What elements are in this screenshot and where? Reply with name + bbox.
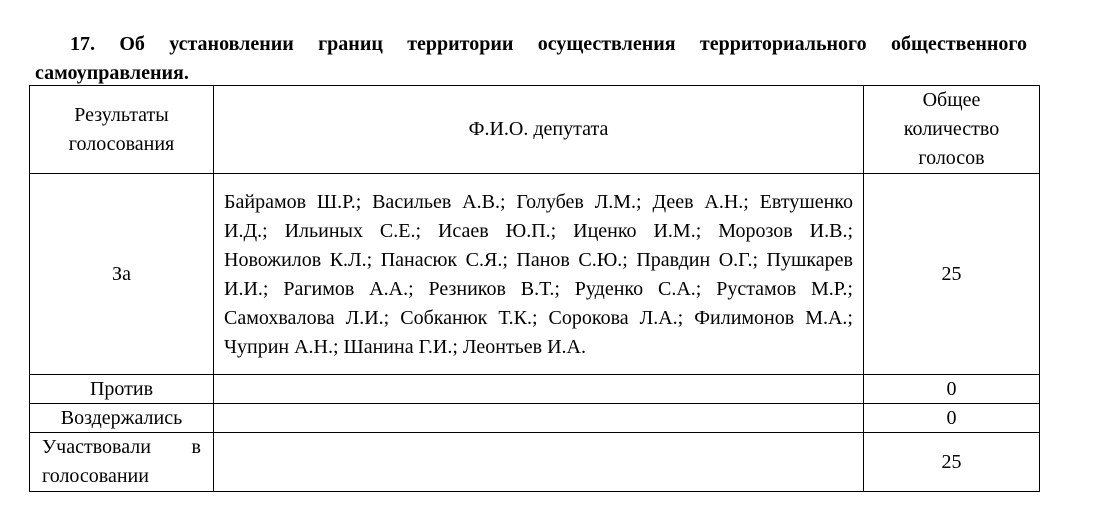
table-row	[30, 433, 1040, 492]
row-count-for: 25	[864, 174, 1040, 375]
header-total: Общее количество голосов	[864, 86, 1040, 174]
table-row	[30, 174, 1040, 375]
row-label-abstained: Воздержались	[30, 404, 214, 433]
row-deputies-for: Байрамов Ш.Р.; Васильев А.В.; Голубев Л.М.; Деев А.Н.; Евтушенко И.Д.; Ильиных С.Е.; Исаев Ю.П.; Иценко И.М.; Морозов И.В.; Новожилов К.Л.; Панасюк С.Я.; Панов С.Ю.; Правдин О.Г.; Пушкарев И.И.; Рагимов А.А.; Резников В.Т.; Руденко С.А.; Рустамов М.Р.; Самохвалова Л.И.; Собканюк Т.К.; Сорокова Л.А.; Филимонов М.А.; Чуприн А.Н.; Шанина Г.И.; Леонтьев И.А.	[214, 174, 864, 375]
row-count-against: 0	[864, 375, 1040, 404]
row-deputies-participated	[214, 433, 864, 492]
voting-results-table	[29, 85, 1040, 492]
header-results: Результаты голосования	[30, 86, 214, 174]
section-title: 17. Об установлении границ территории осуществления территориального общественного самоуправления.	[35, 33, 1027, 84]
table-row	[30, 375, 1040, 404]
table-row	[30, 404, 1040, 433]
row-count-abstained: 0	[864, 404, 1040, 433]
table-header-row	[30, 86, 1040, 174]
row-count-participated: 25	[864, 433, 1040, 492]
row-deputies-against	[214, 375, 864, 404]
row-label-against: Против	[30, 375, 214, 404]
row-label-participated: Участвовали в голосовании	[30, 433, 214, 492]
header-deputies: Ф.И.О. депутата	[214, 86, 864, 174]
row-deputies-abstained	[214, 404, 864, 433]
row-label-for: За	[30, 174, 214, 375]
